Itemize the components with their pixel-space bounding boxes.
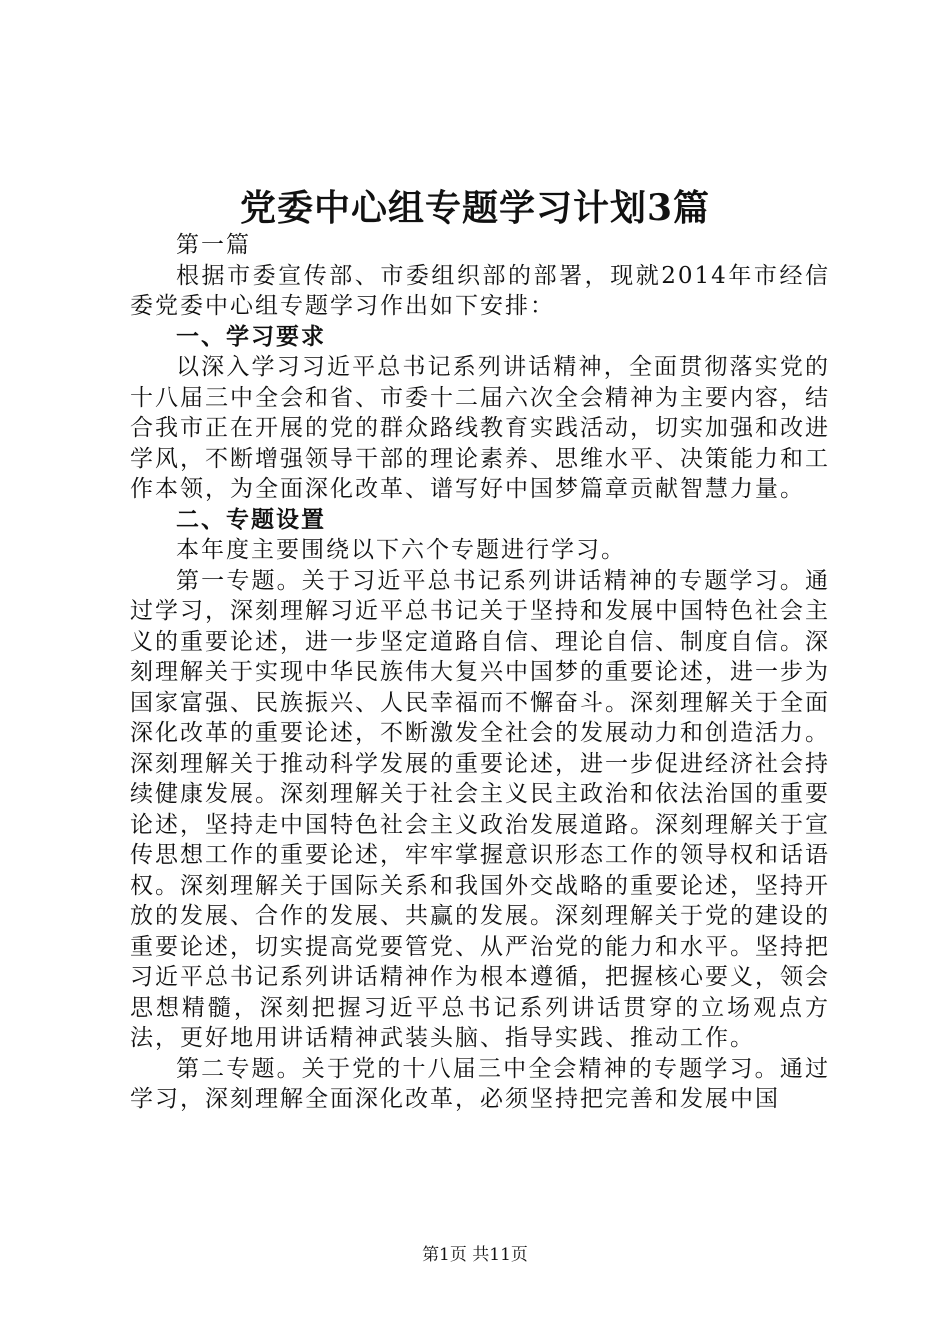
intro-paragraph: 根据市委宣传部、市委组织部的部署，现就2014年市经信委党委中心组专题学习作出如下安排：	[130, 262, 830, 319]
topics-intro-paragraph: 本年度主要围绕以下六个专题进行学习。	[176, 537, 626, 563]
requirements-paragraph: 以深入学习习近平总书记系列讲话精神，全面贯彻落实党的十八届三中全会和省、市委十二届六次全会精神为主要内容，结合我市正在开展的党的群众路线教育实践活动，切实加强和改进学风，不断增强领导干部的理论素养、思维水平、决策能力和工作本领，为全面深化改革、谱写好中国梦篇章贡献智慧力量。	[130, 354, 830, 502]
document-title: 党委中心组专题学习计划3篇	[239, 187, 711, 229]
section-heading-requirements: 一、学习要求	[176, 322, 326, 350]
section-label: 第一篇	[176, 232, 251, 258]
page-footer: 第1页 共11页	[422, 1245, 528, 1265]
section-heading-topics: 二、专题设置	[176, 505, 326, 533]
document-body	[130, 230, 830, 1115]
topic-two-paragraph: 第二专题。关于党的十八届三中全会精神的专题学习。通过学习，深刻理解全面深化改革，必须坚持把完善和发展中国	[130, 1055, 830, 1112]
topic-one-paragraph: 第一专题。关于习近平总书记系列讲话精神的专题学习。通过学习，深刻理解习近平总书记关于坚持和发展中国特色社会主义的重要论述，进一步坚定道路自信、理论自信、制度自信。深刻理解关于实现中华民族伟大复兴中国梦的重要论述，进一步为国家富强、民族振兴、人民幸福而不懈奋斗。深刻理解关于全面深化改革的重要论述，不断激发全社会的发展动力和创造活力。深刻理解关于推动科学发展的重要论述，进一步促进经济社会持续健康发展。深刻理解关于社会主义民主政治和依法治国的重要论述，坚持走中国特色社会主义政治发展道路。深刻理解关于宣传思想工作的重要论述，牢牢掌握意识形态工作的领导权和话语权。深刻理解关于国际关系和我国外交战略的重要论述，坚持开放的发展、合作的发展、共赢的发展。深刻理解关于党的建设的重要论述，切实提高党要管党、从严治党的能力和水平。坚持把习近平总书记系列讲话精神作为根本遵循，把握核心要义，领会思想精髓，深刻把握习近平总书记系列讲话贯穿的立场观点方法，更好地用讲话精神武装头脑、指导实践、推动工作。	[130, 567, 830, 1051]
